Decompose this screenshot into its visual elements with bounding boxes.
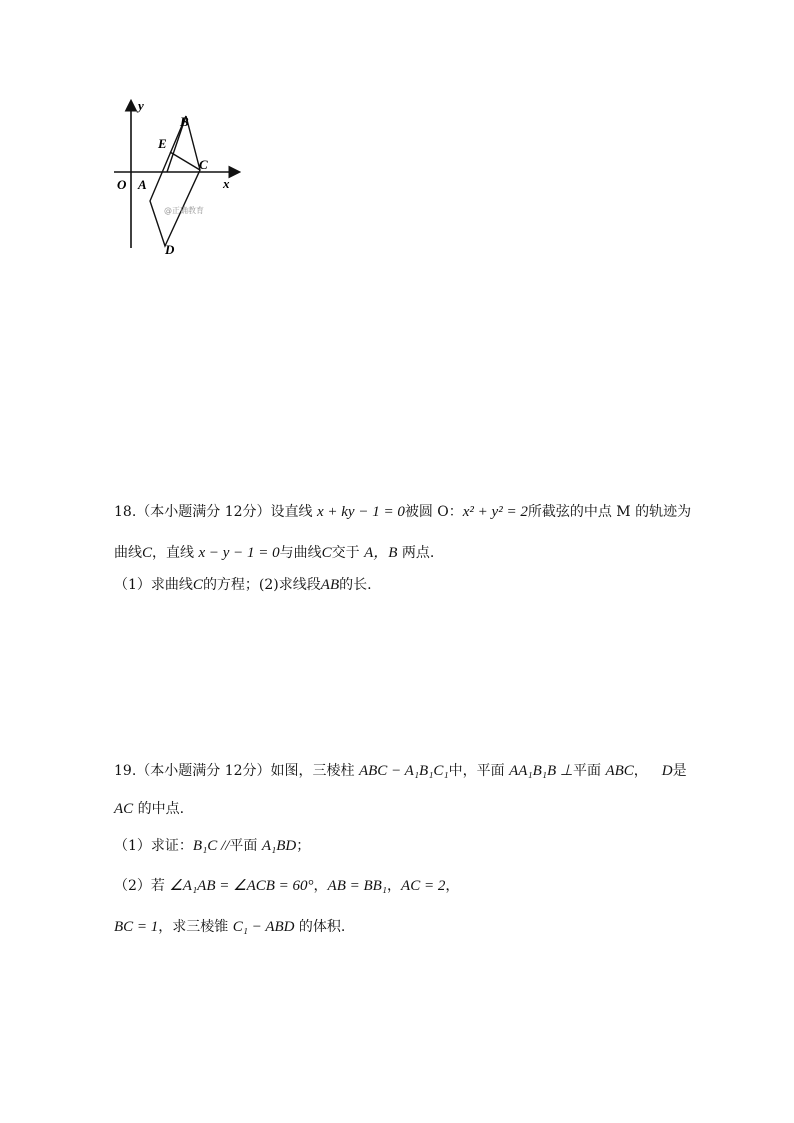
label-o: O xyxy=(117,177,127,192)
q18-math: C xyxy=(142,545,153,561)
q18-text: 的长. xyxy=(339,577,372,593)
q18-text: 与曲线 xyxy=(279,545,322,561)
q18-text: 的方程；(2)求线段 xyxy=(202,577,321,593)
q19-text: （2）若 xyxy=(114,878,170,894)
q18-math: C xyxy=(192,577,203,593)
q18-text: 所截弦的中点 M 的轨迹为 xyxy=(527,504,692,520)
q18-line-2 xyxy=(114,543,434,563)
q19-text: 平面 xyxy=(573,763,606,779)
q19-text: （1）求证： xyxy=(114,838,193,854)
q18-math: AB xyxy=(320,577,340,593)
q19-text: ， xyxy=(633,763,648,779)
q19-line-3 xyxy=(114,836,310,856)
label-a: A xyxy=(138,177,147,192)
q19-math: AB = BB₁ xyxy=(327,878,388,894)
q19-text: ； xyxy=(296,838,311,854)
q18-math: A，B xyxy=(364,545,398,561)
q18-line-3 xyxy=(114,575,372,595)
q19-text: 是 xyxy=(672,763,687,779)
q18-text: 被圆 O： xyxy=(404,504,463,520)
q19-math: BC = 1 xyxy=(114,919,159,935)
q19-line-1 xyxy=(114,761,687,781)
label-e: E xyxy=(158,136,167,151)
q19-math: ∠A₁AB = ∠ACB = 60° xyxy=(169,878,314,894)
q19-math: ABC xyxy=(605,763,634,779)
label-y: y xyxy=(138,98,144,113)
q19-math: A₁BD xyxy=(261,838,297,854)
q19-math: AC xyxy=(114,801,134,817)
q19-text: ， xyxy=(313,878,328,894)
q18-text: （1）求曲线 xyxy=(114,577,193,593)
label-c: C xyxy=(199,157,208,172)
q18-line-equation: x + ky − 1 = 0 xyxy=(316,504,405,520)
q18-math: x − y − 1 = 0 xyxy=(198,545,280,561)
q18-line-1 xyxy=(114,502,691,522)
q19-line-2 xyxy=(114,799,184,819)
q19-text: 的中点. xyxy=(133,801,185,817)
q18-text: 18.（本小题满分 12分）设直线 xyxy=(114,504,317,520)
q18-math: C xyxy=(321,545,332,561)
q19-math: D xyxy=(661,763,673,779)
q19-math: AC = 2 xyxy=(401,878,446,894)
q18-text: 两点. xyxy=(397,545,435,561)
q19-text: 的体积. xyxy=(294,919,346,935)
q19-text: ， xyxy=(445,878,460,894)
q18-text: 曲线 xyxy=(114,545,142,561)
geometry-figure xyxy=(108,96,248,256)
q19-line-4 xyxy=(114,876,459,896)
q18-text: ，直线 xyxy=(152,545,199,561)
q19-text: 平面 xyxy=(229,838,262,854)
q19-text: 中，平面 xyxy=(448,763,510,779)
q18-circle-equation: x² + y² = 2 xyxy=(462,504,528,520)
q19-text: 19.（本小题满分 12分）如图，三棱柱 xyxy=(114,763,359,779)
figure-svg xyxy=(108,96,248,256)
q19-math: AA₁B₁B ⊥ xyxy=(509,763,573,779)
q18-text: 交于 xyxy=(331,545,365,561)
q19-math: ABC − A₁B₁C₁ xyxy=(358,763,449,779)
q19-line-5 xyxy=(114,917,345,937)
q19-math: B₁C // xyxy=(192,838,230,854)
watermark-text: @正确教育 xyxy=(164,206,204,215)
label-d: D xyxy=(165,242,175,256)
q19-text: ，求三棱锥 xyxy=(158,919,233,935)
q19-text: ， xyxy=(387,878,402,894)
label-x: x xyxy=(223,176,230,191)
label-b: B xyxy=(180,114,189,129)
q19-math: C₁ − ABD xyxy=(232,919,295,935)
